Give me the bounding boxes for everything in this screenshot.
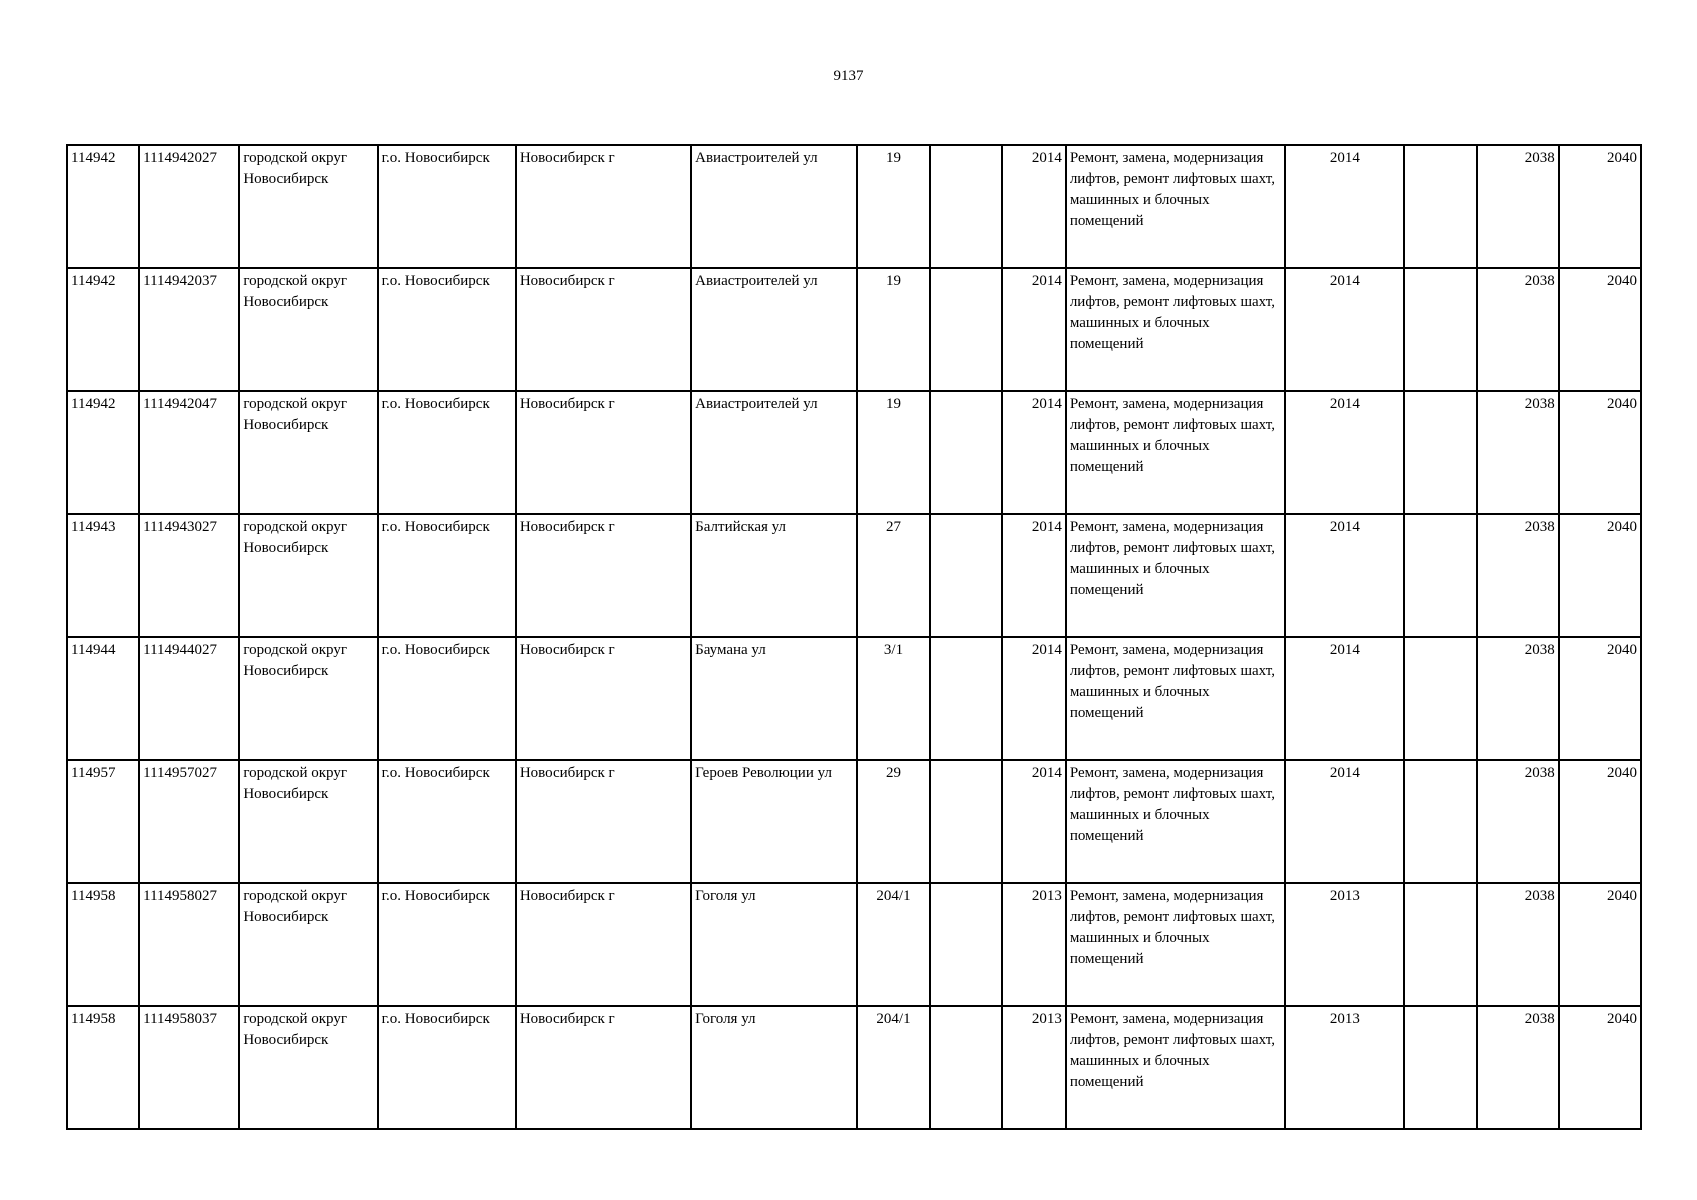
cell-extra	[1404, 1006, 1476, 1129]
cell-code: 1114944027	[139, 637, 239, 760]
cell-district: г.о. Новосибирск	[378, 1006, 516, 1129]
cell-id: 114958	[67, 1006, 139, 1129]
cell-house: 204/1	[857, 1006, 929, 1129]
cell-planned-from: 2038	[1477, 883, 1559, 1006]
cell-id: 114942	[67, 268, 139, 391]
cell-planned-to: 2040	[1559, 514, 1641, 637]
cell-code: 1114958037	[139, 1006, 239, 1129]
cell-work-type: Ремонт, замена, модернизация лифтов, ремонт лифтовых шахт, машинных и блочных помещений	[1066, 760, 1285, 883]
cell-building	[930, 514, 1002, 637]
cell-planned-to: 2040	[1559, 145, 1641, 268]
cell-work-type: Ремонт, замена, модернизация лифтов, ремонт лифтовых шахт, машинных и блочных помещений	[1066, 637, 1285, 760]
cell-building	[930, 760, 1002, 883]
cell-extra	[1404, 760, 1476, 883]
cell-building	[930, 391, 1002, 514]
cell-work-type: Ремонт, замена, модернизация лифтов, ремонт лифтовых шахт, машинных и блочных помещений	[1066, 145, 1285, 268]
cell-year: 2014	[1002, 268, 1066, 391]
cell-house: 19	[857, 268, 929, 391]
table-row	[67, 145, 1641, 268]
cell-street: Авиастроителей ул	[691, 391, 857, 514]
cell-municipality: городской округ Новосибирск	[239, 391, 377, 514]
cell-last-year: 2013	[1285, 1006, 1404, 1129]
cell-code: 1114942047	[139, 391, 239, 514]
cell-settlement: Новосибирск г	[516, 514, 691, 637]
cell-work-type: Ремонт, замена, модернизация лифтов, ремонт лифтовых шахт, машинных и блочных помещений	[1066, 514, 1285, 637]
table-row	[67, 514, 1641, 637]
cell-house: 19	[857, 391, 929, 514]
cell-street: Гоголя ул	[691, 883, 857, 1006]
cell-planned-from: 2038	[1477, 760, 1559, 883]
cell-planned-from: 2038	[1477, 268, 1559, 391]
cell-year: 2014	[1002, 637, 1066, 760]
cell-year: 2014	[1002, 145, 1066, 268]
cell-settlement: Новосибирск г	[516, 391, 691, 514]
cell-id: 114944	[67, 637, 139, 760]
table-row	[67, 1006, 1641, 1129]
cell-street: Балтийская ул	[691, 514, 857, 637]
cell-planned-to: 2040	[1559, 637, 1641, 760]
cell-last-year: 2014	[1285, 637, 1404, 760]
cell-settlement: Новосибирск г	[516, 883, 691, 1006]
cell-last-year: 2014	[1285, 268, 1404, 391]
cell-last-year: 2014	[1285, 760, 1404, 883]
cell-building	[930, 145, 1002, 268]
cell-settlement: Новосибирск г	[516, 268, 691, 391]
cell-extra	[1404, 514, 1476, 637]
cell-code: 1114943027	[139, 514, 239, 637]
cell-last-year: 2014	[1285, 514, 1404, 637]
cell-district: г.о. Новосибирск	[378, 391, 516, 514]
cell-building	[930, 637, 1002, 760]
cell-house: 27	[857, 514, 929, 637]
cell-planned-from: 2038	[1477, 145, 1559, 268]
registry-table-body	[67, 145, 1641, 1129]
cell-municipality: городской округ Новосибирск	[239, 145, 377, 268]
cell-settlement: Новосибирск г	[516, 637, 691, 760]
cell-code: 1114957027	[139, 760, 239, 883]
cell-planned-from: 2038	[1477, 391, 1559, 514]
cell-work-type: Ремонт, замена, модернизация лифтов, ремонт лифтовых шахт, машинных и блочных помещений	[1066, 268, 1285, 391]
cell-street: Авиастроителей ул	[691, 268, 857, 391]
cell-planned-from: 2038	[1477, 514, 1559, 637]
cell-extra	[1404, 883, 1476, 1006]
cell-municipality: городской округ Новосибирск	[239, 760, 377, 883]
cell-extra	[1404, 268, 1476, 391]
cell-house: 19	[857, 145, 929, 268]
cell-municipality: городской округ Новосибирск	[239, 1006, 377, 1129]
cell-district: г.о. Новосибирск	[378, 637, 516, 760]
cell-settlement: Новосибирск г	[516, 760, 691, 883]
cell-planned-to: 2040	[1559, 883, 1641, 1006]
cell-work-type: Ремонт, замена, модернизация лифтов, ремонт лифтовых шахт, машинных и блочных помещений	[1066, 1006, 1285, 1129]
cell-extra	[1404, 391, 1476, 514]
cell-planned-to: 2040	[1559, 268, 1641, 391]
cell-house: 29	[857, 760, 929, 883]
cell-street: Гоголя ул	[691, 1006, 857, 1129]
cell-municipality: городской округ Новосибирск	[239, 268, 377, 391]
cell-settlement: Новосибирск г	[516, 145, 691, 268]
table-row	[67, 760, 1641, 883]
cell-code: 1114958027	[139, 883, 239, 1006]
cell-street: Баумана ул	[691, 637, 857, 760]
table-row	[67, 268, 1641, 391]
cell-last-year: 2014	[1285, 145, 1404, 268]
registry-table	[66, 144, 1642, 1130]
cell-id: 114957	[67, 760, 139, 883]
cell-planned-to: 2040	[1559, 1006, 1641, 1129]
cell-building	[930, 268, 1002, 391]
cell-planned-from: 2038	[1477, 1006, 1559, 1129]
cell-district: г.о. Новосибирск	[378, 883, 516, 1006]
cell-district: г.о. Новосибирск	[378, 514, 516, 637]
cell-id: 114942	[67, 391, 139, 514]
cell-last-year: 2013	[1285, 883, 1404, 1006]
cell-district: г.о. Новосибирск	[378, 268, 516, 391]
cell-last-year: 2014	[1285, 391, 1404, 514]
cell-planned-to: 2040	[1559, 760, 1641, 883]
cell-settlement: Новосибирск г	[516, 1006, 691, 1129]
cell-id: 114942	[67, 145, 139, 268]
cell-code: 1114942037	[139, 268, 239, 391]
cell-extra	[1404, 145, 1476, 268]
cell-house: 204/1	[857, 883, 929, 1006]
cell-street: Авиастроителей ул	[691, 145, 857, 268]
cell-street: Героев Революции ул	[691, 760, 857, 883]
cell-year: 2013	[1002, 883, 1066, 1006]
cell-municipality: городской округ Новосибирск	[239, 883, 377, 1006]
cell-work-type: Ремонт, замена, модернизация лифтов, ремонт лифтовых шахт, машинных и блочных помещений	[1066, 391, 1285, 514]
cell-year: 2014	[1002, 514, 1066, 637]
cell-id: 114958	[67, 883, 139, 1006]
table-row	[67, 391, 1641, 514]
page-number: 9137	[833, 68, 864, 84]
cell-year: 2014	[1002, 391, 1066, 514]
cell-building	[930, 1006, 1002, 1129]
table-row	[67, 883, 1641, 1006]
cell-building	[930, 883, 1002, 1006]
cell-district: г.о. Новосибирск	[378, 145, 516, 268]
cell-house: 3/1	[857, 637, 929, 760]
cell-extra	[1404, 637, 1476, 760]
cell-planned-to: 2040	[1559, 391, 1641, 514]
table-row	[67, 637, 1641, 760]
cell-municipality: городской округ Новосибирск	[239, 637, 377, 760]
cell-year: 2014	[1002, 760, 1066, 883]
cell-year: 2013	[1002, 1006, 1066, 1129]
cell-district: г.о. Новосибирск	[378, 760, 516, 883]
cell-work-type: Ремонт, замена, модернизация лифтов, ремонт лифтовых шахт, машинных и блочных помещений	[1066, 883, 1285, 1006]
cell-code: 1114942027	[139, 145, 239, 268]
cell-municipality: городской округ Новосибирск	[239, 514, 377, 637]
cell-planned-from: 2038	[1477, 637, 1559, 760]
cell-id: 114943	[67, 514, 139, 637]
